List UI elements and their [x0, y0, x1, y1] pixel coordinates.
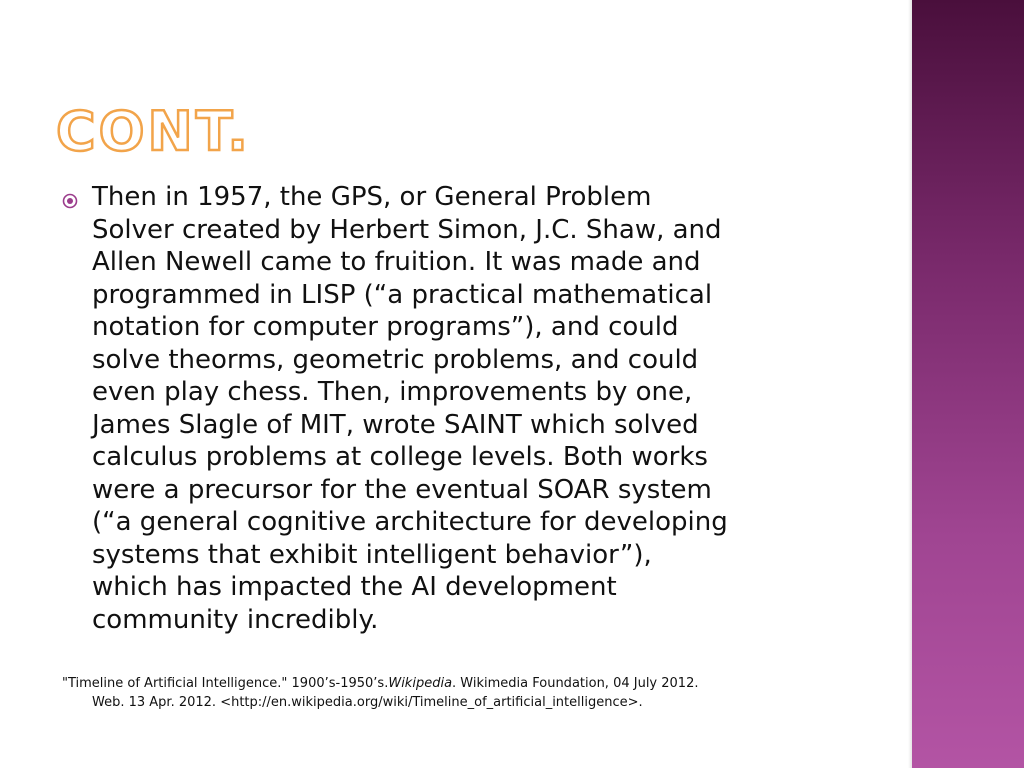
- citation-part1: "Timeline of Artificial Intelligence." 1900’s-1950’s.: [62, 676, 389, 691]
- decorative-side-band: [912, 0, 1024, 768]
- citation-line2: Web. 13 Apr. 2012. <http://en.wikipedia.org/wiki/Timeline_of_artificial_intelligence>.: [92, 695, 643, 710]
- citation-part2: . Wikimedia Foundation, 04 July 2012.: [452, 676, 699, 691]
- citation: [62, 674, 852, 712]
- citation-source-italic: Wikipedia: [388, 676, 453, 691]
- bullet-item: [62, 181, 862, 636]
- bullet-text: Then in 1957, the GPS, or General Problem Solver created by Herbert Simon, J.C. Shaw, and Allen Newell came to fruition. It was made and programmed in LISP (“a practical mathematical notation for computer programs”), and could solve theorms, geometric problems, and could even play chess. Then, improvements by one, James Slagle of MIT, wrote SAINT which solved calculus problems at college levels. Both works were a precursor for the eventual SOAR system (“a general cognitive architecture for developing systems that exhibit intelligent behavior”), which has impacted the AI development community incredibly.: [92, 182, 728, 635]
- slide-body: [62, 181, 862, 636]
- slide-title: CONT.: [56, 100, 251, 163]
- circled-dot-bullet-icon: [62, 193, 78, 209]
